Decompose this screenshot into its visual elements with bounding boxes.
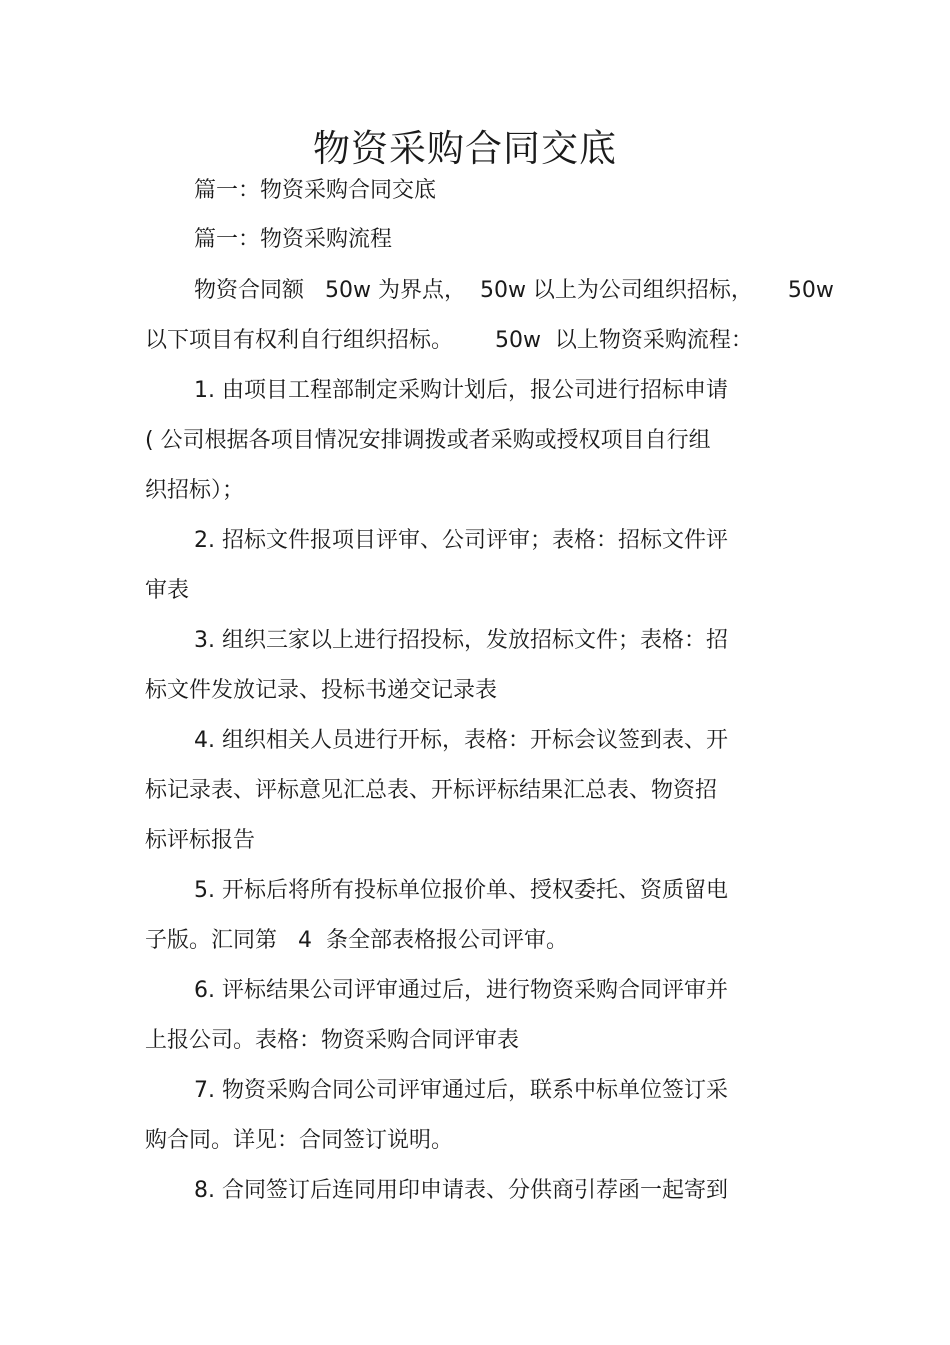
body-line: 上报公司。表格：物资采购合同评审表 (145, 1028, 520, 1053)
body-line: 审表 (145, 578, 190, 603)
body-line: 标文件发放记录、投标书递交记录表 (145, 678, 498, 703)
body-line: 子版。汇同第 4 条全部表格报公司评审。 (145, 928, 568, 953)
body-line: 标记录表、评标意见汇总表、开标评标结果汇总表、物资招 (145, 778, 718, 803)
body-line: 物资合同额 50w 为界点， 50w 以上为公司组织招标， 50w (194, 278, 834, 303)
body-line: 7. 物资采购合同公司评审通过后，联系中标单位签订采 (194, 1078, 728, 1103)
body-line: 2. 招标文件报项目评审、公司评审；表格：招标文件评 (194, 528, 728, 553)
body-line: 4. 组织相关人员进行开标，表格：开标会议签到表、开 (194, 728, 728, 753)
body-line: 6. 评标结果公司评审通过后，进行物资采购合同评审并 (194, 978, 728, 1003)
body-line: 购合同。详见：合同签订说明。 (145, 1128, 454, 1153)
document-title: 物资采购合同交底 (313, 127, 617, 170)
body-line: 1. 由项目工程部制定采购计划后，报公司进行招标申请 (194, 378, 728, 403)
body-line: 篇一：物资采购流程 (194, 227, 393, 252)
body-line: 5. 开标后将所有投标单位报价单、授权委托、资质留电 (194, 878, 728, 903)
body-line: ( 公司根据各项目情况安排调拨或者采购或授权项目自行组 (145, 428, 711, 453)
body-line: 标评标报告 (145, 828, 256, 853)
body-line: 以下项目有权利自行组织招标。 50w 以上物资采购流程： (145, 328, 753, 353)
body-line: 织招标）； (145, 478, 245, 503)
body-line: 篇一：物资采购合同交底 (194, 178, 437, 203)
body-line: 8. 合同签订后连同用印申请表、分供商引荐函一起寄到 (194, 1178, 728, 1203)
body-line: 3. 组织三家以上进行招投标，发放招标文件；表格：招 (194, 628, 728, 653)
